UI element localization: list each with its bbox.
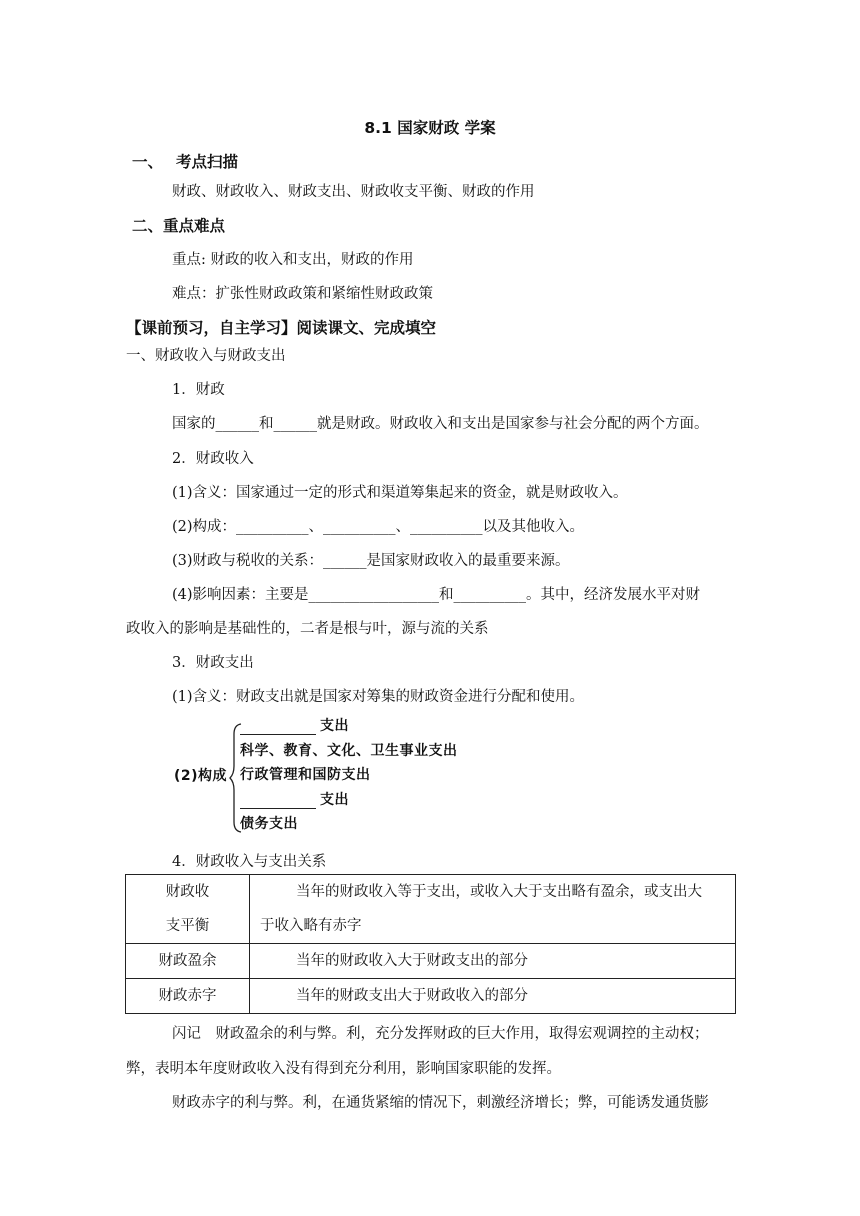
part1-title: 一、财政收入与财政支出 [126, 348, 286, 364]
item2-factors-line2: 政收入的影响是基础性的，二者是根与叶，源与流的关系 [126, 621, 489, 637]
table-label-cell: 财政收 支平衡 [126, 875, 250, 944]
component-item: 科学、教育、文化、卫生事业支出 [240, 743, 458, 759]
section1-title: 考点扫描 [176, 153, 239, 171]
table-text-cell: 当年的财政支出大于财政收入的部分 [250, 979, 736, 1014]
section2-heading [132, 214, 225, 236]
table-label-cell: 财政赤字 [126, 979, 250, 1014]
item3-definition: (1)含义：财政支出就是国家对筹集的财政资金进行分配和使用。 [172, 689, 585, 705]
table-label-cell: 财政盈余 [126, 944, 250, 979]
section1-heading [132, 150, 238, 172]
composition-label: (2)构成 [174, 768, 228, 784]
section2-number: 二、 [132, 217, 164, 235]
fill-blank [240, 794, 316, 809]
item1-text: 国家的______和______就是财政。财政收入和支出是国家参与社会分配的两个方面。 [172, 416, 709, 432]
item1-title: 1．财政 [172, 382, 225, 398]
item2-definition: (1)含义：国家通过一定的形式和渠道筹集起来的资金，就是财政收入。 [172, 485, 628, 501]
table-row [126, 979, 736, 1014]
flash-note-line1: 闪记 财政盈余的利与弊。利，充分发挥财政的巨大作用，取得宏观调控的主动权； [172, 1026, 709, 1042]
difficult-points: 难点：扩张性财政政策和紧缩性财政政策 [172, 286, 433, 302]
section1-content: 财政、财政收入、财政支出、财政收支平衡、财政的作用 [172, 184, 535, 200]
item2-composition: (2)构成：__________、__________、__________以及其他收入。 [172, 519, 585, 535]
component-item: 支出 [240, 789, 349, 809]
table-text-cell: 当年的财政收入等于支出，或收入大于支出略有盈余，或支出大 于收入略有赤字 [250, 875, 736, 944]
component-item: 行政管理和国防支出 [240, 767, 371, 783]
revenue-expenditure-table [125, 874, 736, 1014]
table-row [126, 875, 736, 944]
item2-tax-relation: (3)财政与税收的关系：______是国家财政收入的最重要来源。 [172, 553, 570, 569]
preview-heading: 【课前预习，自主学习】阅读课文、完成填空 [126, 319, 437, 337]
component-item: 支出 [240, 715, 349, 735]
component-item: 债务支出 [240, 816, 298, 832]
item2-factors-line1: (4)影响因素：主要是__________________和__________。其中，经济发展水平对财 [172, 587, 701, 603]
fill-blank [240, 720, 316, 735]
section2-title: 重点难点 [163, 217, 226, 235]
section1-number: 一、 [132, 153, 164, 171]
key-points: 重点: 财政的收入和支出，财政的作用 [172, 252, 414, 268]
item4-title: 4．财政收入与支出关系 [172, 854, 327, 870]
flash-note-line2: 弊，表明本年度财政收入没有得到充分利用，影响国家职能的发挥。 [126, 1061, 561, 1077]
deficit-note: 财政赤字的利与弊。利，在通货紧缩的情况下，刺激经济增长；弊，可能诱发通货膨 [172, 1095, 709, 1111]
item2-title: 2．财政收入 [172, 451, 254, 467]
item3-title: 3．财政支出 [172, 655, 254, 671]
table-row [126, 944, 736, 979]
table-text-cell: 当年的财政收入大于财政支出的部分 [250, 944, 736, 979]
document-title: 8.1 国家财政 学案 [364, 119, 496, 137]
